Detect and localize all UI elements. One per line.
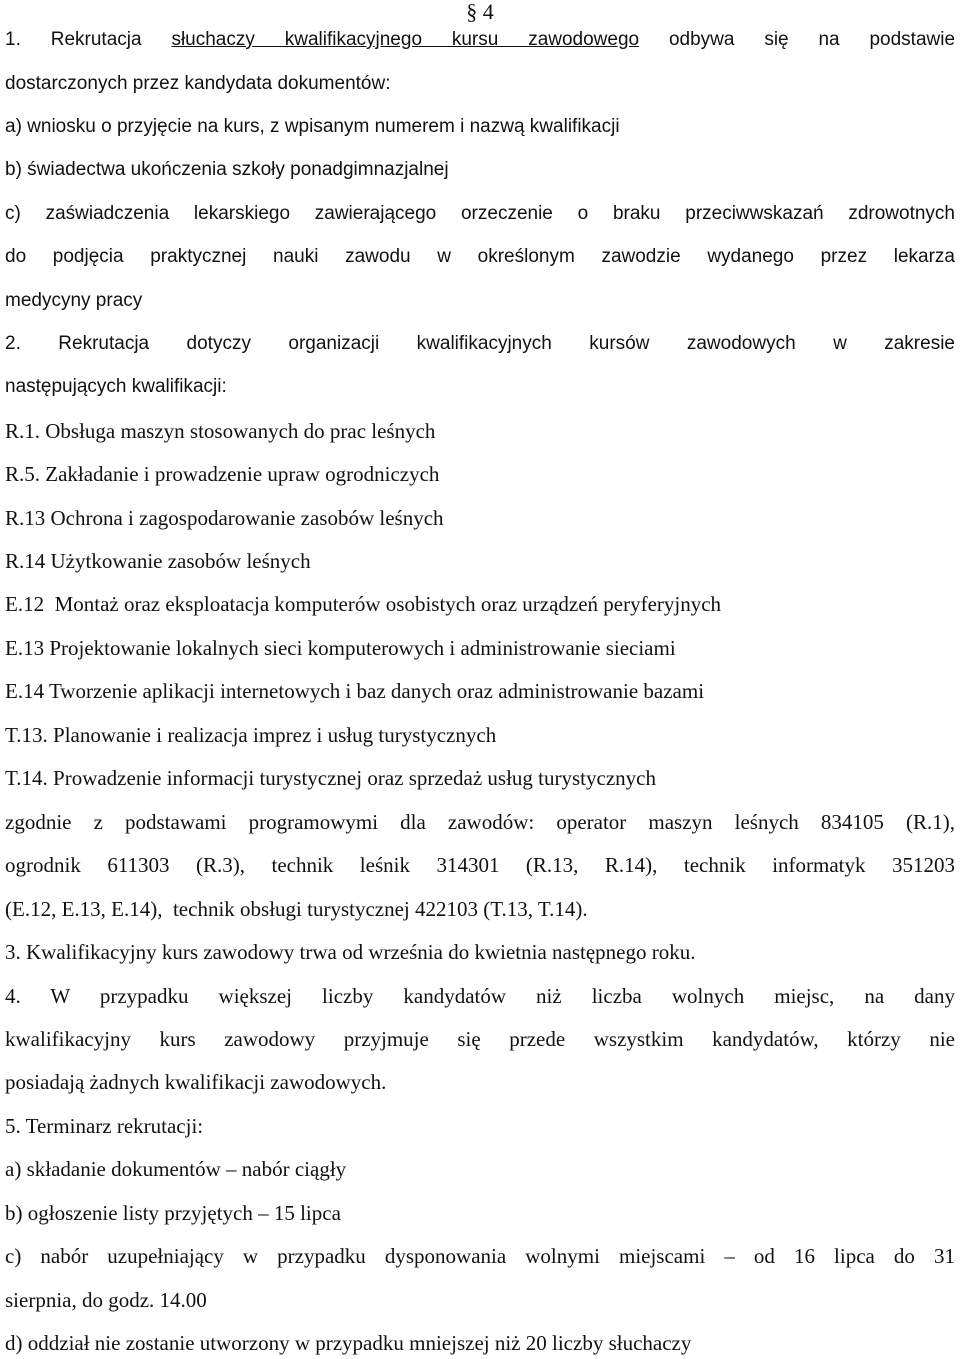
qualification-item: E.14 Tworzenie aplikacji internetowych i baz danych oraz administrowanie bazami <box>5 679 705 703</box>
schedule-item-b: b) ogłoszenie listy przyjętych – 15 lipca <box>5 1201 341 1225</box>
paragraph-1-post: odbywa się na podstawie <box>668 29 956 50</box>
qualification-item: E.13 Projektowanie lokalnych sieci komputerowych i administrowanie sieciami <box>5 636 676 660</box>
qualification-item: R.13 Ochrona i zagospodarowanie zasobów leśnych <box>5 506 444 530</box>
document-item-c-line-2: do podjęcia praktycznej nauki zawodu w określonym zawodzie wydanego przez lekarza <box>5 246 955 267</box>
paragraph-3: 3. Kwalifikacyjny kurs zawodowy trwa od września do kwietnia następnego roku. <box>5 940 696 964</box>
section-heading: § 4 <box>466 0 494 24</box>
curriculum-basis-line-2: ogrodnik 611303 (R.3), technik leśnik 314301 (R.13, R.14), technik informatyk 351203 <box>5 853 955 877</box>
qualification-item: T.14. Prowadzenie informacji turystycznej oraz sprzedaż usług turystycznych <box>5 766 656 790</box>
qualification-item: T.13. Planowanie i realizacja imprez i usług turystycznych <box>5 723 497 747</box>
qualification-item: R.14 Użytkowanie zasobów leśnych <box>5 549 311 573</box>
paragraph-4-line-3: posiadają żadnych kwalifikacji zawodowych. <box>5 1070 387 1094</box>
schedule-item-d: d) oddział nie zostanie utworzony w przypadku mniejszej niż 20 liczby słuchaczy <box>5 1331 692 1355</box>
qualification-item: E.12 Montaż oraz eksploatacja komputerów osobistych oraz urządzeń peryferyjnych <box>5 592 722 616</box>
paragraph-4-line-1: 4. W przypadku większej liczby kandydatów niż liczba wolnych miejsc, na dany <box>5 984 955 1008</box>
paragraph-2-line-2: następujących kwalifikacji: <box>5 376 227 397</box>
schedule-title: 5. Terminarz rekrutacji: <box>5 1114 204 1138</box>
curriculum-basis-line-3: (E.12, E.13, E.14), technik obsługi turystycznej 422103 (T.13, T.14). <box>5 897 588 921</box>
document-item-b: b) świadectwa ukończenia szkoły ponadgimnazjalnej <box>5 159 449 180</box>
schedule-item-a: a) składanie dokumentów – nabór ciągły <box>5 1157 347 1181</box>
schedule-item-c-line-1: c) nabór uzupełniający w przypadku dysponowania wolnymi miejscami – od 16 lipca do 31 <box>5 1244 955 1268</box>
paragraph-1-pre: Rekrutacja <box>50 29 142 50</box>
paragraph-4-line-2: kwalifikacyjny kurs zawodowy przyjmuje się przede wszystkim kandydatów, którzy nie <box>5 1027 955 1051</box>
paragraph-1-underlined: słuchaczy kwalifikacyjnego kursu zawodowego <box>171 29 640 50</box>
paragraph-2-line-1: 2. Rekrutacja dotyczy organizacji kwalifikacyjnych kursów zawodowych w zakresie <box>5 333 955 354</box>
paragraph-1-line-1 <box>5 27 955 53</box>
document-item-c-line-1: c) zaświadczenia lekarskiego zawierającego orzeczenie o braku przeciwwskazań zdrowotnych <box>5 203 955 224</box>
schedule-item-c-line-2: sierpnia, do godz. 14.00 <box>5 1288 207 1312</box>
document-item-c-line-3: medycyny pracy <box>5 290 143 311</box>
curriculum-basis-line-1: zgodnie z podstawami programowymi dla zawodów: operator maszyn leśnych 834105 (R.1), <box>5 810 955 834</box>
qualification-item: R.1. Obsługa maszyn stosowanych do prac leśnych <box>5 419 436 443</box>
paragraph-1-number: 1. <box>5 29 21 50</box>
document-item-a: a) wniosku o przyjęcie na kurs, z wpisanym numerem i nazwą kwalifikacji <box>5 116 620 137</box>
qualification-item: R.5. Zakładanie i prowadzenie upraw ogrodniczych <box>5 462 440 486</box>
paragraph-1-line-2: dostarczonych przez kandydata dokumentów: <box>5 73 391 94</box>
